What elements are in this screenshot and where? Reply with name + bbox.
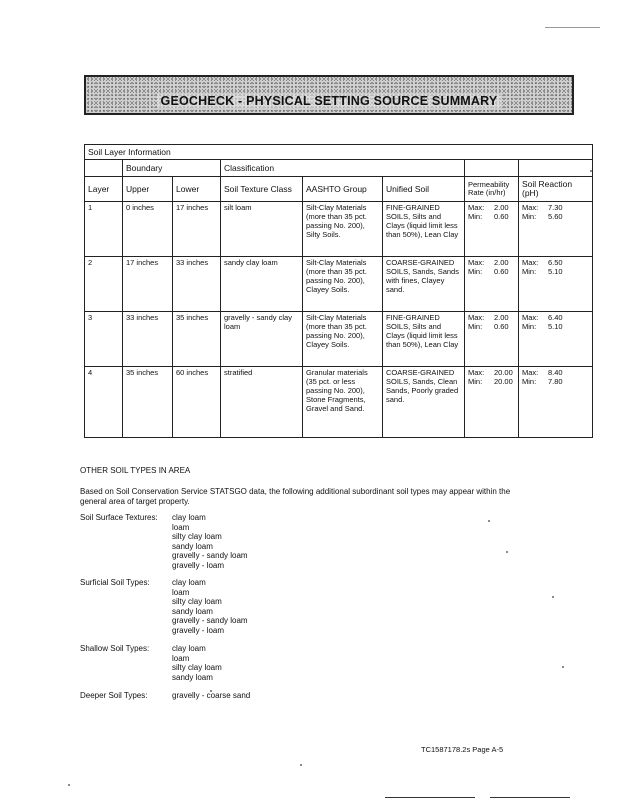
list-item: sandy loam: [172, 672, 213, 682]
unified-cell: COARSE-GRAINED SOILS, Sands, Sands with fines, Clayey sand.: [383, 257, 465, 312]
list-item: clay loam: [172, 578, 206, 587]
soil-group-list: [172, 691, 250, 701]
column-header-texture: Soil Texture Class: [221, 177, 303, 202]
layer-cell: 1: [85, 202, 123, 257]
perm-min-value: 20.00: [494, 377, 513, 386]
permeability-cell: [465, 257, 519, 312]
ph-min-value: 7.80: [548, 377, 563, 386]
min-label: Min:: [522, 267, 537, 276]
ph-min-value: 5.10: [548, 267, 563, 276]
list-item: gravelly - loam: [172, 560, 225, 570]
texture-cell: sandy clay loam: [221, 257, 303, 312]
aashto-cell: Silt-Clay Materials (more than 35 pct. passing No. 200), Clayey Soils.: [303, 257, 383, 312]
layer-cell: 2: [85, 257, 123, 312]
list-item: sandy loam: [172, 541, 213, 551]
soil-group-label: Surficial Soil Types:: [80, 578, 150, 587]
ph-max-value: 6.40: [548, 313, 563, 322]
column-header-upper: Upper: [123, 177, 173, 202]
max-label: Max:: [522, 203, 539, 212]
soil-group-list: [172, 644, 222, 682]
unified-cell: FINE-GRAINED SOILS, Silts and Clays (liquid limit less than 50%), Lean Clay: [383, 202, 465, 257]
list-item: silty clay loam: [172, 532, 222, 541]
scan-speck: [552, 596, 554, 598]
list-item: gravelly - sandy loam: [172, 616, 248, 625]
min-label: Min:: [468, 322, 483, 331]
table-row: [85, 257, 593, 312]
upper-cell: 17 inches: [123, 257, 173, 312]
reaction-cell: [519, 202, 593, 257]
column-header-aashto: AASHTO Group: [303, 177, 383, 202]
max-label: Max:: [522, 258, 539, 267]
scan-speck: [210, 690, 212, 692]
table-title: Soil Layer Information: [85, 145, 593, 160]
upper-cell: 35 inches: [123, 367, 173, 438]
perm-max-value: 2.00: [494, 203, 509, 212]
ph-max-value: 8.40: [548, 368, 563, 377]
layer-cell: 4: [85, 367, 123, 438]
min-label: Min:: [468, 267, 483, 276]
perm-min-value: 0.60: [494, 212, 509, 221]
ph-max-value: 6.50: [548, 258, 563, 267]
soil-group-list: [172, 578, 248, 635]
page-reference: TC1587178.2s Page A-5: [421, 745, 504, 754]
soil-layer-table: [84, 144, 593, 438]
column-header-reaction: Soil Reaction (pH): [519, 177, 593, 202]
lower-cell: 17 inches: [173, 202, 221, 257]
column-header-layer: Layer: [85, 177, 123, 202]
min-label: Min:: [522, 322, 537, 331]
soil-group-label: Shallow Soil Types:: [80, 644, 150, 653]
aashto-cell: Silt-Clay Materials (more than 35 pct. passing No. 200), Clayey Soils.: [303, 312, 383, 367]
scan-line: [385, 797, 475, 798]
list-item: silty clay loam: [172, 663, 222, 672]
list-item: loam: [172, 653, 190, 663]
upper-cell: 0 inches: [123, 202, 173, 257]
max-label: Max:: [522, 313, 539, 322]
list-item: gravelly - coarse sand: [172, 691, 251, 700]
column-header-lower: Lower: [173, 177, 221, 202]
ph-min-value: 5.60: [548, 212, 563, 221]
max-label: Max:: [468, 368, 485, 377]
table-row: [85, 367, 593, 438]
permeability-cell: [465, 312, 519, 367]
list-item: gravelly - loam: [172, 625, 225, 635]
permeability-cell: [465, 202, 519, 257]
perm-min-value: 0.60: [494, 267, 509, 276]
list-item: silty clay loam: [172, 597, 222, 606]
intro-paragraph: Based on Soil Conservation Service STATSGO data, the following additional subordinant soil types may appear within the general area of target property.: [80, 487, 511, 506]
aashto-cell: Silt-Clay Materials (more than 35 pct. passing No. 200), Silty Soils.: [303, 202, 383, 257]
max-label: Max:: [468, 258, 485, 267]
section-heading: OTHER SOIL TYPES IN AREA: [80, 466, 191, 475]
soil-group-label: Deeper Soil Types:: [80, 691, 148, 700]
reaction-cell: [519, 312, 593, 367]
page-title: GEOCHECK - PHYSICAL SETTING SOURCE SUMMARY: [157, 94, 502, 108]
min-label: Min:: [468, 212, 483, 221]
reaction-cell: [519, 257, 593, 312]
scan-speck: [562, 666, 564, 668]
min-label: Min:: [522, 377, 537, 386]
perm-min-value: 0.60: [494, 322, 509, 331]
scan-speck: [300, 764, 302, 766]
lower-cell: 60 inches: [173, 367, 221, 438]
column-header-unified: Unified Soil: [383, 177, 465, 202]
soil-group-label: Soil Surface Textures:: [80, 513, 158, 522]
perm-max-value: 2.00: [494, 313, 509, 322]
texture-cell: stratified: [221, 367, 303, 438]
list-item: loam: [172, 587, 190, 597]
soil-group-list: [172, 513, 248, 570]
max-label: Max:: [468, 203, 485, 212]
upper-cell: 33 inches: [123, 312, 173, 367]
perm-max-value: 20.00: [494, 368, 513, 377]
list-item: gravelly - sandy loam: [172, 551, 248, 560]
boundary-group-header: Boundary: [123, 160, 221, 177]
scan-speck: [68, 784, 70, 786]
layer-cell: 3: [85, 312, 123, 367]
scan-line: [490, 797, 570, 798]
scan-speck: [488, 520, 490, 522]
ph-min-value: 5.10: [548, 322, 563, 331]
unified-cell: COARSE-GRAINED SOILS, Sands, Clean Sands, Poorly graded sand.: [383, 367, 465, 438]
scan-speck: [590, 170, 592, 172]
lower-cell: 35 inches: [173, 312, 221, 367]
perm-max-value: 2.00: [494, 258, 509, 267]
lower-cell: 33 inches: [173, 257, 221, 312]
texture-cell: gravelly - sandy clay loam: [221, 312, 303, 367]
classification-group-header: Classification: [221, 160, 465, 177]
scan-line: [545, 27, 600, 28]
table-row: [85, 312, 593, 367]
list-item: clay loam: [172, 513, 206, 522]
column-header-permeability: Permeability Rate (in/hr): [465, 177, 519, 202]
table-row: [85, 202, 593, 257]
list-item: sandy loam: [172, 606, 213, 616]
min-label: Min:: [468, 377, 483, 386]
header-banner: [84, 75, 574, 115]
reaction-cell: [519, 367, 593, 438]
ph-max-value: 7.30: [548, 203, 563, 212]
texture-cell: silt loam: [221, 202, 303, 257]
unified-cell: FINE-GRAINED SOILS, Silts and Clays (liquid limit less than 50%), Lean Clay: [383, 312, 465, 367]
max-label: Max:: [522, 368, 539, 377]
list-item: loam: [172, 522, 190, 532]
aashto-cell: Granular materials (35 pct. or less passing No. 200), Stone Fragments, Gravel and Sand.: [303, 367, 383, 438]
max-label: Max:: [468, 313, 485, 322]
min-label: Min:: [522, 212, 537, 221]
scan-speck: [506, 551, 508, 553]
list-item: clay loam: [172, 644, 206, 653]
permeability-cell: [465, 367, 519, 438]
